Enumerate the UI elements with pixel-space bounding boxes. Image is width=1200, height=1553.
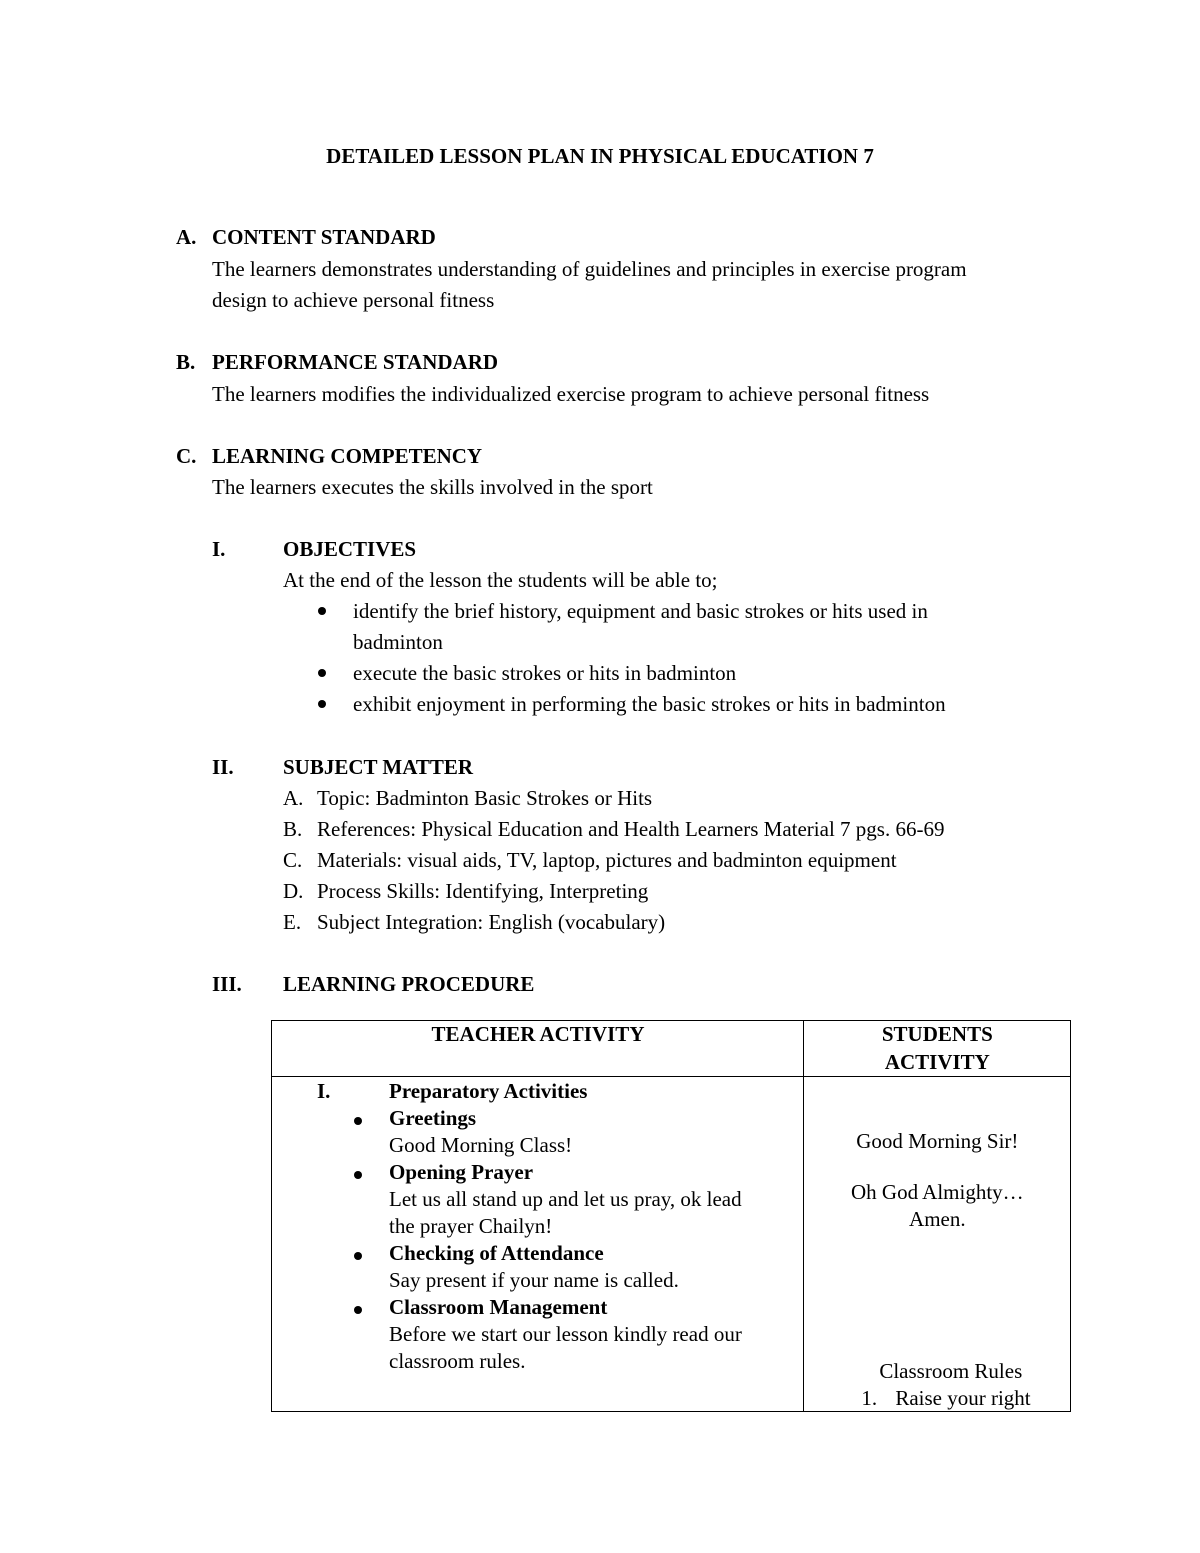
section-a-text: design to achieve personal fitness <box>212 288 495 312</box>
activity-text: the prayer Chailyn! <box>389 1214 553 1238</box>
objective-item: identify the brief history, equipment and basic strokes or hits used in <box>353 599 928 623</box>
section-a-heading: CONTENT STANDARD <box>212 225 436 249</box>
objectives-intro: At the end of the lesson the students will be able to; <box>283 568 718 592</box>
subject-matter-numeral: II. <box>212 755 234 779</box>
section-c-text: The learners executes the skills involved in the sport <box>212 475 653 499</box>
bullet-icon <box>354 1117 362 1125</box>
subject-matter-heading: SUBJECT MATTER <box>283 755 474 779</box>
teacher-activity-cell <box>272 1077 804 1412</box>
preparatory-heading: Preparatory Activities <box>389 1079 588 1103</box>
section-c-heading: LEARNING COMPETENCY <box>212 444 483 468</box>
activity-title: Greetings <box>389 1106 477 1130</box>
objectives-numeral: I. <box>212 537 226 561</box>
bullet-icon <box>354 1306 362 1314</box>
activity-text: classroom rules. <box>389 1349 526 1373</box>
students-activity-header-cell <box>804 1021 1071 1077</box>
student-response: Amen. <box>909 1207 966 1231</box>
objectives-heading: OBJECTIVES <box>283 537 417 561</box>
preparatory-numeral: I. <box>317 1079 331 1103</box>
students-activity-header: ACTIVITY <box>884 1050 990 1074</box>
students-activity-header: STUDENTS <box>881 1022 993 1046</box>
subject-item-letter: D. <box>283 879 304 903</box>
activity-title: Classroom Management <box>389 1295 608 1319</box>
learning-procedure-numeral: III. <box>212 972 242 996</box>
section-b-heading: PERFORMANCE STANDARD <box>212 350 499 374</box>
subject-item: Subject Integration: English (vocabulary) <box>317 910 666 934</box>
objective-item: badminton <box>353 630 443 654</box>
bullet-icon <box>318 607 326 615</box>
activity-text: Before we start our lesson kindly read our <box>389 1322 742 1346</box>
rule-number: 1. <box>861 1386 878 1410</box>
objective-item: execute the basic strokes or hits in badminton <box>353 661 737 685</box>
section-a-text: The learners demonstrates understanding of guidelines and principles in exercise program <box>212 257 967 281</box>
activity-title: Checking of Attendance <box>389 1241 604 1265</box>
learning-procedure-table <box>271 1020 1071 1412</box>
subject-item: Topic: Badminton Basic Strokes or Hits <box>317 786 653 810</box>
bullet-icon <box>354 1171 362 1179</box>
section-b-text: The learners modifies the individualized exercise program to achieve personal fitness <box>212 382 930 406</box>
student-response: Oh God Almighty… <box>850 1180 1024 1204</box>
rule-text: Raise your right <box>895 1386 1031 1410</box>
section-a-letter: A. <box>176 225 197 249</box>
students-activity-cell <box>804 1077 1071 1412</box>
bullet-icon <box>318 669 326 677</box>
subject-item-letter: B. <box>283 817 303 841</box>
subject-item-letter: A. <box>283 786 304 810</box>
activity-text: Let us all stand up and let us pray, ok lead <box>389 1187 742 1211</box>
bullet-icon <box>318 700 326 708</box>
subject-item: References: Physical Education and Health Learners Material 7 pgs. 66-69 <box>317 817 945 841</box>
learning-procedure-heading: LEARNING PROCEDURE <box>283 972 535 996</box>
student-response: Good Morning Sir! <box>856 1129 1019 1153</box>
teacher-activity-header-cell <box>272 1021 804 1077</box>
objective-item: exhibit enjoyment in performing the basic strokes or hits in badminton <box>353 692 946 716</box>
subject-item-letter: C. <box>283 848 303 872</box>
teacher-activity-header: TEACHER ACTIVITY <box>431 1022 645 1046</box>
classroom-rules-title: Classroom Rules <box>879 1359 1023 1383</box>
activity-text: Good Morning Class! <box>389 1133 573 1157</box>
subject-item: Materials: visual aids, TV, laptop, pictures and badminton equipment <box>317 848 897 872</box>
page-title: DETAILED LESSON PLAN IN PHYSICAL EDUCATION 7 <box>326 144 874 168</box>
activity-text: Say present if your name is called. <box>389 1268 679 1292</box>
bullet-icon <box>354 1252 362 1260</box>
section-b-letter: B. <box>176 350 196 374</box>
activity-title: Opening Prayer <box>389 1160 534 1184</box>
section-c-letter: C. <box>176 444 197 468</box>
subject-item-letter: E. <box>283 910 302 934</box>
subject-item: Process Skills: Identifying, Interpreting <box>317 879 649 903</box>
